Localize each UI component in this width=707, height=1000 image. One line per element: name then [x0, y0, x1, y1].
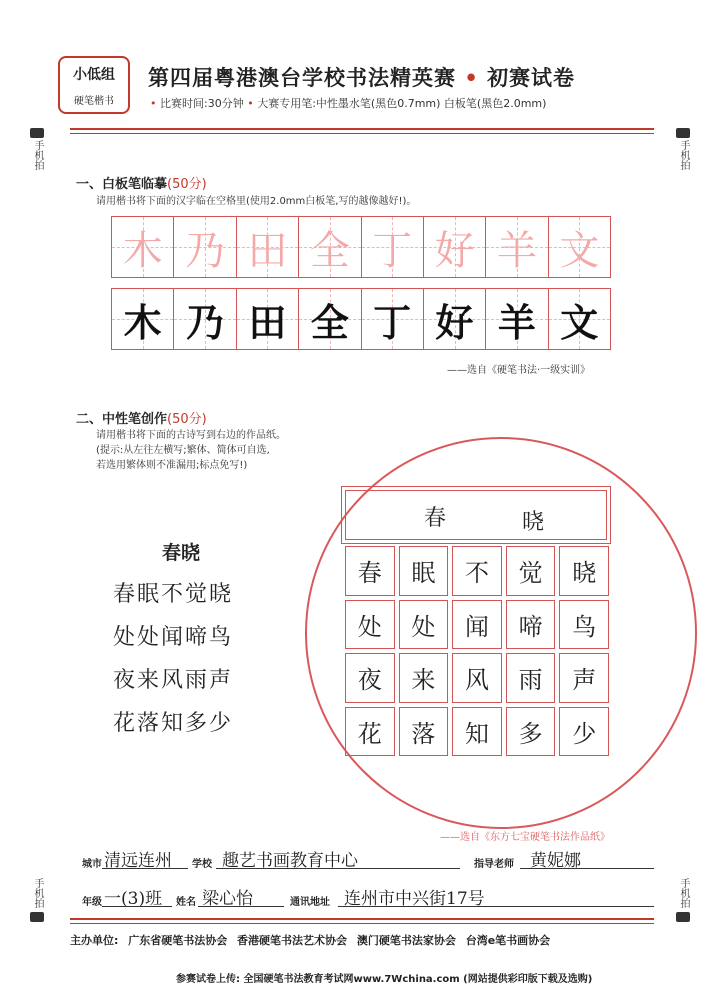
work-cell[interactable]: 风 [452, 653, 502, 703]
section1-instruction: 请用楷书将下面的汉字临在空格里(使用2.0mm白板笔,写的越像越好!)。 [96, 196, 417, 207]
work-cell[interactable]: 处 [345, 600, 395, 650]
section2-instruction: 请用楷书将下面的古诗写到右边的作品纸。 (提示:从左往左横写;繁体、简体可自选, 若选用繁体则不准漏用;标点免写!) [96, 430, 286, 471]
trace-cell[interactable]: 木 [112, 217, 174, 277]
poem-line: 花落知多少 [113, 711, 234, 736]
sub-time: 比赛时间:30分钟 [160, 97, 244, 110]
trace-cell[interactable]: 好 [424, 217, 486, 277]
section1-source: ——选自《硬笔书法·一级实训》 [447, 365, 591, 376]
work-cell[interactable]: 雨 [506, 653, 556, 703]
work-grid [343, 544, 611, 758]
side-label-left-top: 手机拍 [28, 128, 46, 174]
section2-title: 二、中性笔创作(50分) [76, 412, 207, 427]
work-cell[interactable]: 觉 [506, 546, 556, 596]
page-title [148, 62, 575, 92]
dot-bullet: • [247, 97, 254, 110]
trace-cell[interactable]: 丁 [362, 217, 424, 277]
teacher-label: 指导老师 [474, 859, 514, 870]
trace-cell[interactable]: 羊 [486, 217, 548, 277]
school-value[interactable]: 趣艺书画教育中心 [222, 851, 358, 871]
side-label-right-top: 手机拍 [674, 128, 692, 174]
poem-line: 夜来风雨声 [113, 668, 234, 693]
city-underline [102, 868, 188, 869]
written-grid-row [111, 288, 611, 350]
title-dot: • [464, 66, 479, 90]
written-cell[interactable]: 乃 [174, 289, 236, 349]
badge-group: 小低组 [73, 67, 115, 83]
work-cell[interactable]: 花 [345, 707, 395, 757]
grade-value[interactable]: 一(3)班 [104, 889, 163, 909]
work-title-box[interactable] [345, 490, 607, 540]
work-cell[interactable]: 落 [399, 707, 449, 757]
trace-cell[interactable]: 乃 [174, 217, 236, 277]
work-cell[interactable]: 夜 [345, 653, 395, 703]
trace-grid-row [111, 216, 611, 278]
group-badge [58, 56, 130, 114]
footer-rule-thin [70, 923, 654, 924]
written-cell[interactable]: 田 [237, 289, 299, 349]
name-label: 姓名 [176, 897, 196, 908]
trace-cell[interactable]: 全 [299, 217, 361, 277]
written-cell[interactable]: 好 [424, 289, 486, 349]
trace-cell[interactable]: 田 [237, 217, 299, 277]
address-label: 通讯地址 [290, 897, 330, 908]
page-subtitle [150, 95, 546, 111]
work-cell[interactable]: 不 [452, 546, 502, 596]
work-cell[interactable]: 处 [399, 600, 449, 650]
camera-icon [30, 128, 44, 138]
work-cell[interactable]: 闻 [452, 600, 502, 650]
work-cell[interactable]: 声 [559, 653, 609, 703]
address-value[interactable]: 连州市中兴街17号 [344, 889, 485, 909]
written-cell[interactable]: 文 [549, 289, 610, 349]
trace-cell[interactable]: 文 [549, 217, 610, 277]
poem-title: 春晓 [162, 542, 201, 564]
name-value[interactable]: 梁心怡 [202, 889, 253, 909]
work-cell[interactable]: 知 [452, 707, 502, 757]
work-cell[interactable]: 晓 [559, 546, 609, 596]
work-cell[interactable]: 少 [559, 707, 609, 757]
city-value[interactable]: 清远连州 [104, 851, 172, 871]
address-underline [338, 906, 654, 907]
camera-icon [30, 912, 44, 922]
organizers: 主办单位: 广东省硬笔书法协会 香港硬笔书法艺术协会 澳门硬笔书法家协会 台湾e笔书画协会 [70, 934, 551, 947]
badge-style: 硬笔楷书 [74, 96, 114, 107]
work-cell[interactable]: 鸟 [559, 600, 609, 650]
header-rule-thin [70, 133, 654, 134]
written-cell[interactable]: 羊 [486, 289, 548, 349]
sub-pens: 大赛专用笔:中性墨水笔(黑色0.7mm) 白板笔(黑色2.0mm) [257, 97, 547, 110]
school-label: 学校 [192, 859, 212, 870]
work-cell[interactable]: 多 [506, 707, 556, 757]
grade-underline [102, 906, 172, 907]
poem-line: 处处闻啼鸟 [113, 625, 234, 650]
side-label-left-bottom: 手机拍 [28, 878, 46, 924]
work-cell[interactable]: 春 [345, 546, 395, 596]
work-title-char: 晓 [522, 510, 545, 535]
side-label-right-bottom: 手机拍 [674, 878, 692, 924]
section2-source: ——选自《东方七宝硬笔书法作品纸》 [440, 832, 610, 843]
school-underline [216, 868, 460, 869]
work-cell[interactable]: 来 [399, 653, 449, 703]
title-main: 第四届粤港澳台学校书法精英赛 [148, 66, 456, 90]
city-label: 城市 [82, 859, 102, 870]
name-underline [198, 906, 284, 907]
work-cell[interactable]: 眠 [399, 546, 449, 596]
written-cell[interactable]: 木 [112, 289, 174, 349]
work-title-char: 春 [424, 506, 447, 531]
footer-rule [70, 918, 654, 920]
written-cell[interactable]: 丁 [362, 289, 424, 349]
dot-bullet: • [150, 97, 157, 110]
work-cell[interactable]: 啼 [506, 600, 556, 650]
header-rule [70, 128, 654, 130]
written-cell[interactable]: 全 [299, 289, 361, 349]
grade-label: 年级 [82, 897, 102, 908]
teacher-value[interactable]: 黄妮娜 [530, 851, 581, 871]
teacher-underline [520, 868, 654, 869]
section1-title: 一、白板笔临摹(50分) [76, 177, 207, 192]
title-tail: 初赛试卷 [487, 66, 576, 90]
camera-icon [676, 912, 690, 922]
poem-line: 春眠不觉晓 [113, 582, 234, 607]
footer-note: 参赛试卷上传: 全国硬笔书法教育考试网www.7Wchina.com (网站提供彩印版下载及选购) [176, 974, 593, 985]
camera-icon [676, 128, 690, 138]
